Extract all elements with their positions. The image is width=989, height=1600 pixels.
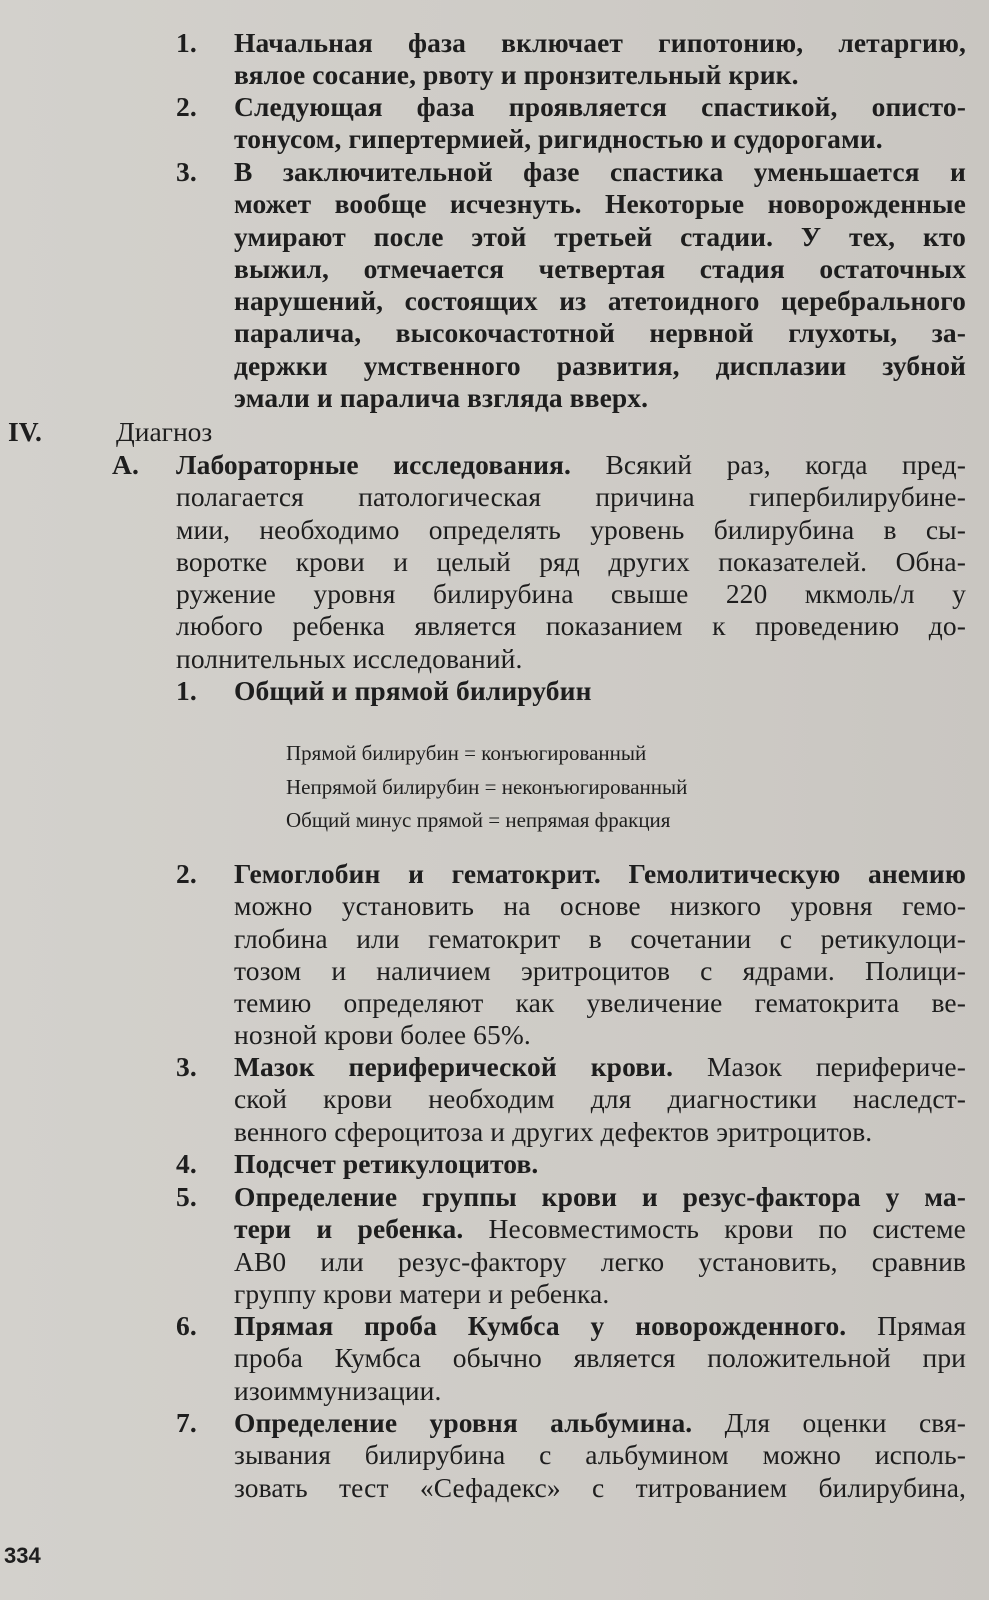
list-item — [176, 1051, 966, 1148]
list-item — [176, 1407, 966, 1504]
text-line: может вообще исчезнуть. Некоторые новорожденные — [234, 188, 966, 220]
text-line: ружение уровня билирубина свыше 220 мкмоль/л у — [176, 578, 966, 610]
list-item — [176, 675, 966, 707]
text-line: Гемоглобин и гематокрит. Гемолитическую анемию — [234, 858, 966, 889]
text-line: Мазок периферической крови. Мазок перифериче- — [234, 1051, 966, 1082]
text-line: Следующая фаза проявляется спастикой, описто- — [234, 91, 966, 122]
list-item — [176, 156, 966, 414]
subsection — [112, 449, 966, 675]
text-line: группу крови матери и ребенка. — [234, 1277, 610, 1309]
text-line: можно установить на основе низкого уровня гемо- — [234, 890, 966, 922]
text-line: зовать тест «Сефадекс» с титрованием билирубина, — [234, 1471, 966, 1503]
text-line: Лабораторные исследования. Всякий раз, когда пред- — [176, 449, 966, 480]
section-title: Диагноз — [116, 416, 213, 447]
text-line: проба Кумбса обычно является положительной при — [234, 1342, 966, 1374]
text-line: эмали и паралича взгляда вверх. — [234, 382, 649, 414]
formula-line: Общий минус прямой = непрямая фракция — [286, 808, 671, 832]
text-line: паралича, высокочастотной нервной глухоты, за- — [234, 317, 966, 349]
text-line: ской крови необходим для диагностики наследст- — [234, 1083, 966, 1115]
list-number: 2. — [176, 91, 197, 122]
text-line: выжил, отмечается четвертая стадия остаточных — [234, 252, 966, 284]
list-item — [176, 1181, 966, 1310]
text-line: В заключительной фазе спастика уменьшается и — [234, 156, 966, 187]
text-line: тозом и наличием эритроцитов с ядрами. Полици- — [234, 954, 966, 986]
list-item — [176, 27, 966, 92]
list-item — [176, 858, 966, 1052]
list-number: 2. — [176, 858, 197, 889]
text-line: Определение уровня альбумина. Для оценки свя- — [234, 1407, 967, 1438]
subsection-letter: А. — [112, 449, 139, 480]
text-line: изоиммунизации. — [234, 1374, 442, 1406]
text-line: Определение группы крови и резус-фактора у ма- — [234, 1181, 966, 1212]
list-number: 3. — [176, 1051, 197, 1082]
list-number: 6. — [176, 1310, 197, 1341]
formula-line: Непрямой билирубин = неконъюгированный — [286, 774, 688, 799]
text-line: нозной крови более 65%. — [234, 1019, 531, 1051]
page-number: 334 — [4, 1543, 41, 1568]
text-line: глобина или гематокрит в сочетании с ретикулоци- — [234, 922, 966, 954]
text-line: воротке крови и целый ряд других показателей. Обна- — [176, 545, 966, 577]
text-line: нарушений, состоящих из атетоидного церебрального — [234, 285, 966, 317]
list-item — [176, 1310, 966, 1407]
list-number: 4. — [176, 1148, 197, 1179]
text-line: держки умственного развития, дисплазии зубной — [234, 349, 966, 381]
formula-block — [286, 737, 687, 838]
text-line: Подсчет ретикулоцитов. — [234, 1148, 539, 1179]
text-line: тери и ребенка. Несовместимость крови по системе — [234, 1213, 966, 1245]
text-line: АВ0 или резус-фактору легко установить, сравнив — [234, 1245, 966, 1277]
list-item — [176, 91, 966, 156]
text-line: Общий и прямой билирубин — [234, 675, 592, 706]
list-item — [176, 1148, 966, 1180]
list-number: 1. — [176, 675, 197, 706]
text-line: полнительных исследований. — [176, 642, 523, 674]
text-line: венного сфероцитоза и других дефектов эритроцитов. — [234, 1115, 873, 1147]
section-number: IV. — [8, 416, 42, 447]
formula-line: Прямой билирубин = конъюгированный — [286, 741, 647, 765]
text-line: Прямая проба Кумбса у новорожденного. Прямая — [234, 1310, 966, 1341]
text-line: любого ребенка является показанием к проведению до- — [176, 610, 966, 642]
list-number: 5. — [176, 1181, 197, 1212]
text-line: умирают после этой третьей стадии. У тех, кто — [234, 220, 966, 252]
list-number: 3. — [176, 156, 197, 187]
text-line: мии, необходимо определять уровень билирубина в сы- — [176, 513, 966, 545]
text-line: вялое сосание, рвоту и пронзительный крик. — [234, 59, 799, 91]
text-line: тонусом, гипертермией, ригидностью и судорогами. — [234, 123, 883, 155]
list-number: 1. — [176, 27, 197, 58]
text-line: полагается патологическая причина гипербилирубине- — [176, 481, 966, 513]
text-line: темию определяют как увеличение гематокрита ве- — [234, 987, 966, 1019]
list-number: 7. — [176, 1407, 197, 1438]
text-line: Начальная фаза включает гипотонию, летаргию, — [234, 27, 966, 58]
text-line: зывания билирубина с альбумином можно исполь- — [234, 1439, 966, 1471]
